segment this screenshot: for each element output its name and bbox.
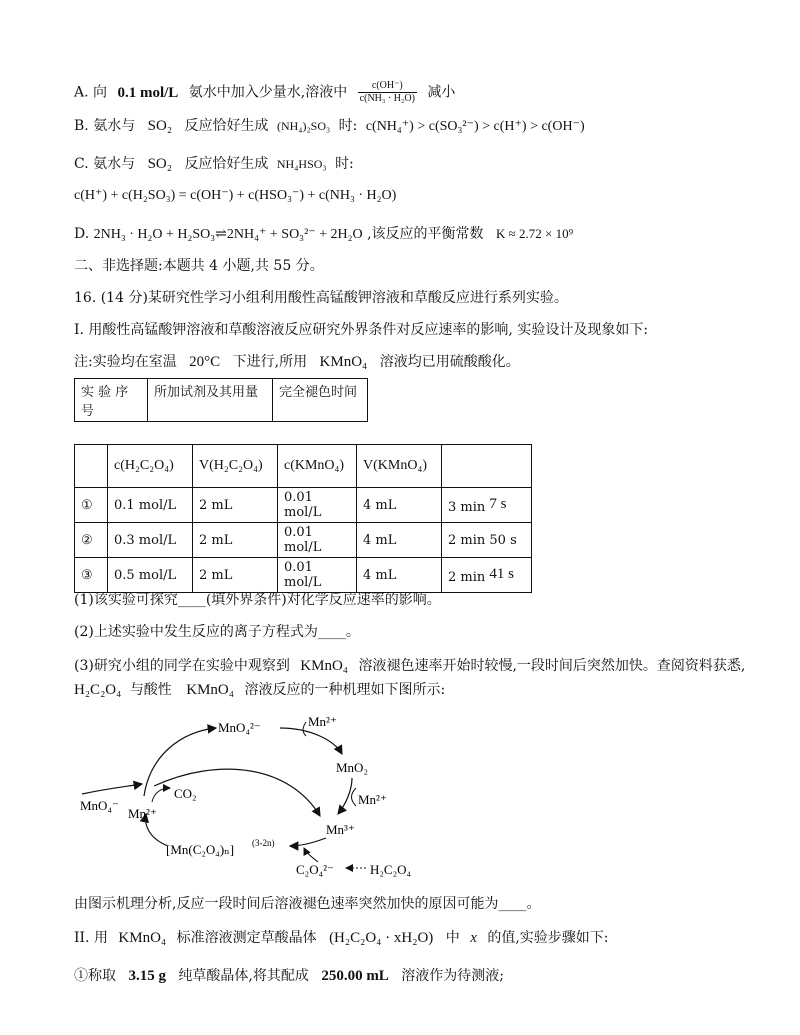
- fraction: $\frac{c(OH^-)}{\text{c(NH₃ · H₂O)}}$: [359, 80, 415, 104]
- table-results: [74, 444, 532, 593]
- table-row: ③ 0.5 mol/L 2 mL 0.01 mol/L 4 mL 2 min 41 s: [75, 558, 532, 593]
- header-fade-time: 完全褪色时间: [273, 379, 368, 422]
- label-co2: CO₂: [174, 786, 197, 801]
- label-h2c2o4: H₂C₂O₄: [370, 862, 412, 877]
- analysis-question: 由图示机理分析,反应一段时间后溶液褪色速率突然加快的原因可能为____。: [74, 896, 541, 912]
- label-mn2-right: Mn²⁺: [358, 792, 387, 807]
- arrow-mno4-in: [82, 784, 142, 794]
- note: 注:实验均在室温 20°C 下进行,所用 KMnO₄ 溶液均已用硫酸酸化。: [74, 354, 520, 370]
- header-c-h2c2o4: c(H₂C₂O₄): [108, 445, 193, 488]
- label-c2o4: C₂O₄²⁻: [296, 862, 334, 877]
- arrow-to-mno2: [280, 728, 342, 754]
- arrow-mn2-top: [303, 722, 306, 736]
- arrow-mno2-to-mn3: [338, 778, 352, 814]
- question-3-line2: H₂C₂O₄ 与酸性 KMnO₄ 溶液反应的一种机理如下图所示:: [74, 682, 446, 698]
- header-v-kmno4: V(KMnO₄): [357, 445, 442, 488]
- table-row: ② 0.3 mol/L 2 mL 0.01 mol/L 4 mL 2 min 50 s: [75, 523, 532, 558]
- mechanism-diagram: [70, 706, 470, 884]
- option-c-equation: c(H⁺) + c(H₂SO₃) = c(OH⁻) + c(HSO₃⁻) + c(NH₃ · H₂O): [74, 188, 397, 203]
- label-mno4: MnO₄⁻: [80, 798, 119, 813]
- header-v-h2c2o4: V(H₂C₂O₄): [193, 445, 278, 488]
- header-c-kmno4: c(KMnO₄): [278, 445, 357, 488]
- arrow-mn2-right: [352, 788, 357, 806]
- label-mno2: MnO₂: [336, 760, 368, 775]
- label-mno4-2: MnO₄²⁻: [218, 720, 261, 735]
- section-heading: 二、非选择题:本题共 4 小题,共 55 分。: [74, 258, 324, 274]
- arrow-mn3-to-complex: [290, 838, 326, 846]
- question-16: 16. (14 分)某研究性学习小组利用酸性高锰酸钾溶液和草酸反应进行系列实验。: [74, 290, 568, 306]
- concentration: 0.1 mol/L: [117, 84, 179, 101]
- arrow-to-co2: [152, 788, 170, 802]
- option-c: C. 氨水与 SO₂ 反应恰好生成 NH₄HSO₃ 时:: [74, 156, 354, 172]
- arrow-c2o4-in: [304, 848, 318, 862]
- option-a: A. 向 0.1 mol/L 氨水中加入少量水,溶液中 $\frac{c(OH^-)}{\text{c(NH₃ · H₂O)}}$ 减小: [74, 80, 456, 104]
- step-1: ①称取 3.15 g 纯草酸晶体,将其配成 250.00 mL 溶液作为待测液;: [74, 968, 504, 984]
- question-3: (3)研究小组的同学在实验中观察到 KMnO₄ 溶液褪色速率开始时较慢,一段时间后突然加快。查阅资料获悉,: [74, 658, 746, 674]
- label-mn2-left: Mn²⁺: [128, 806, 157, 821]
- part-i: I. 用酸性高锰酸钾溶液和草酸溶液反应研究外界条件对反应速率的影响, 实验设计及现象如下:: [74, 322, 649, 338]
- question-2: (2)上述实验中发生反应的离子方程式为____。: [74, 624, 360, 640]
- part-ii: II. 用 KMnO₄ 标准溶液测定草酸晶体 (H₂C₂O₄ · xH₂O) 中 x 的值,实验步骤如下:: [74, 930, 609, 946]
- question-1: (1)该实验可探究____(填外界条件)对化学反应速率的影响。: [74, 592, 441, 608]
- header-exp-no: 实 验 序号: [75, 379, 148, 422]
- table-row: ① 0.1 mol/L 2 mL 0.01 mol/L 4 mL 3 min 7 s: [75, 488, 532, 523]
- table-design: [74, 378, 368, 422]
- label-charge: (3-2n): [252, 838, 275, 848]
- header-reagent: 所加试剂及其用量: [148, 379, 273, 422]
- option-d: D. 2NH₃ · H₂O + H₂SO₃⇌2NH₄⁺ + SO₃²⁻ + 2H₂O ,该反应的平衡常数 K ≈ 2.72 × 10⁹: [74, 226, 574, 242]
- label-mn2-top: Mn²⁺: [308, 714, 337, 729]
- option-b: B. 氨水与 SO₂ 反应恰好生成 (NH₄)₂SO₃ 时: c(NH₄⁺) > c(SO₃²⁻) > c(H⁺) > c(OH⁻): [74, 118, 585, 134]
- label-mn3: Mn³⁺: [326, 822, 355, 837]
- label-complex: [Mn(C₂O₄)ₙ]: [166, 842, 235, 857]
